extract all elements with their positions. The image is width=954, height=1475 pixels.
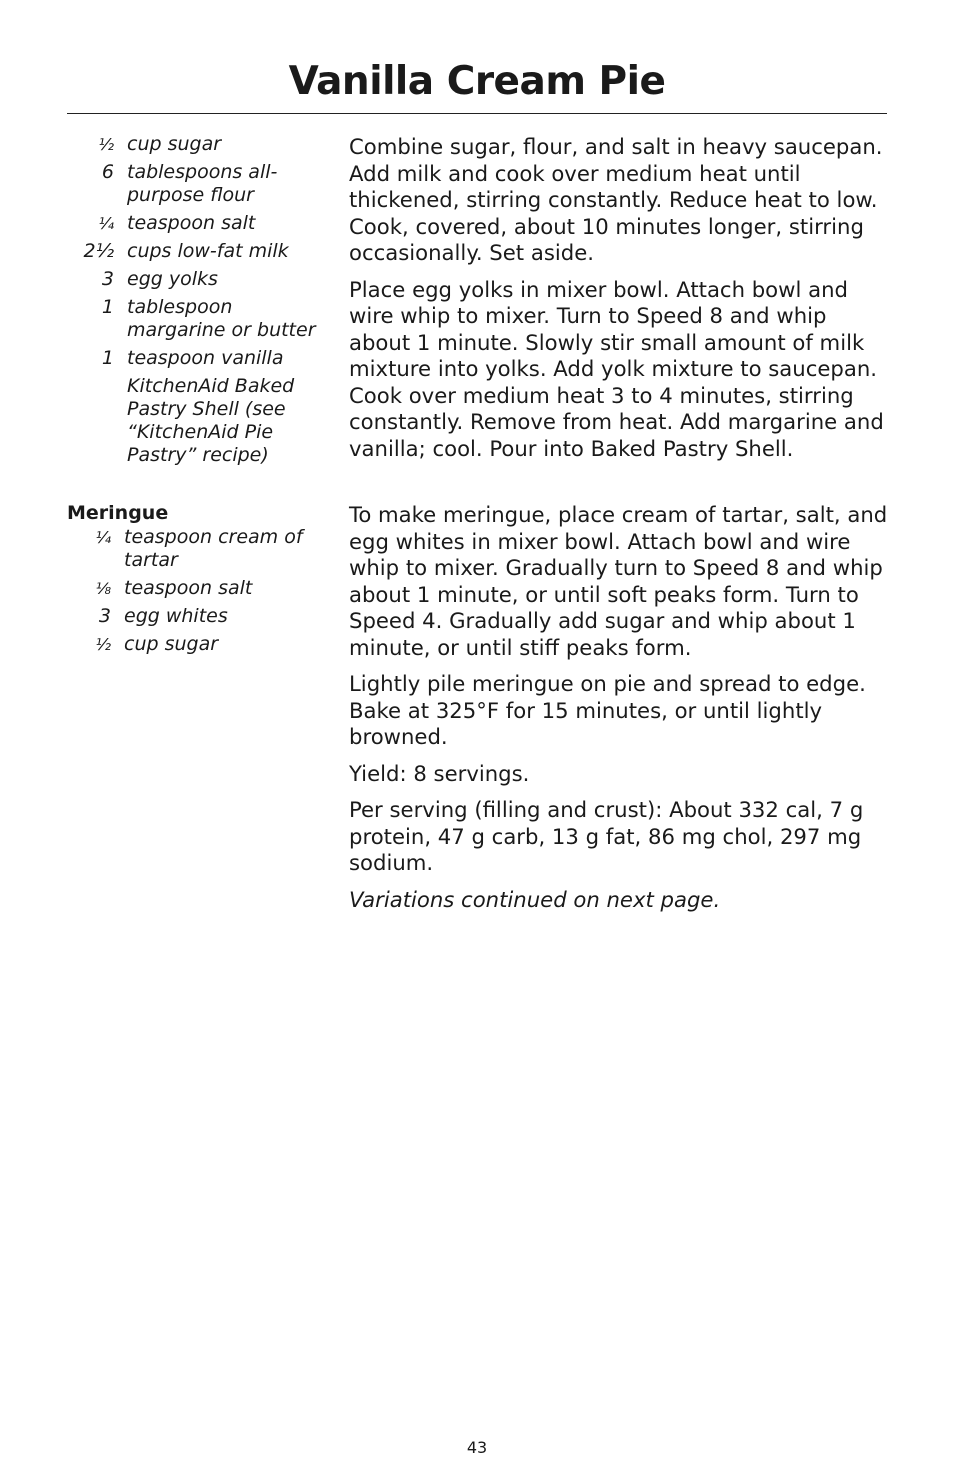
ingredient-amount: 3 [98, 605, 111, 627]
ingredient-item [67, 577, 337, 600]
ingredient-amount: 1 [101, 347, 114, 369]
ingredient-text: tablespoon margarine or butter [127, 296, 316, 341]
ingredient-amount: ¼ [95, 528, 111, 547]
direction-paragraph: Place egg yolks in mixer bowl. Attach bowl and wire whip to mixer. Turn to Speed 8 and whip about 1 minute. Slowly stir small amount of milk mixture into yolks. Add yolk mixture to saucepan. Cook over medium heat 3 to 4 minutes, stirring constantly. Remove from heat. Add margarine and vanilla; cool. Pour into Baked Pastry Shell. [349, 276, 884, 461]
ingredient-item [67, 161, 337, 207]
ingredient-amount: 3 [101, 268, 114, 290]
meringue-ingredient-list [67, 526, 337, 656]
meringue-directions [349, 502, 889, 923]
page-title: Vanilla Cream Pie [288, 59, 666, 104]
ingredient-text: teaspoon cream of tartar [124, 526, 303, 571]
ingredient-amount: 6 [101, 161, 114, 183]
ingredient-item [67, 268, 337, 291]
ingredient-item [67, 347, 337, 370]
ingredient-item [67, 526, 337, 572]
ingredient-text: teaspoon salt [127, 212, 256, 234]
ingredient-amount: 2½ [83, 240, 114, 262]
ingredient-text: egg whites [124, 605, 228, 627]
ingredient-item [67, 133, 337, 156]
ingredient-list [67, 133, 337, 467]
ingredient-item [67, 212, 337, 235]
title-divider [67, 113, 887, 114]
meringue-heading: Meringue [67, 502, 169, 524]
nutrition-text: Per serving (filling and crust): About 332 cal, 7 g protein, 47 g carb, 13 g fat, 86 mg chol, 297 mg sodium. [349, 797, 864, 875]
ingredient-text: tablespoons all-purpose flour [127, 161, 278, 206]
ingredient-amount: 1 [101, 296, 114, 318]
ingredient-text: teaspoon salt [124, 577, 253, 599]
ingredient-text: cup sugar [124, 633, 219, 655]
ingredient-text: cup sugar [127, 133, 222, 155]
ingredient-amount: ½ [95, 635, 111, 654]
ingredient-amount: ½ [98, 135, 114, 154]
ingredient-item [67, 633, 337, 656]
ingredient-amount: ⅛ [95, 579, 111, 598]
ingredient-text: KitchenAid Baked Pastry Shell (see “KitchenAid Pie Pastry” recipe) [127, 375, 295, 466]
page-number: 43 [466, 1438, 488, 1457]
yield-text: Yield: 8 servings. [349, 760, 530, 786]
filling-directions [349, 134, 889, 472]
direction-paragraph: To make meringue, place cream of tartar, salt, and egg whites in mixer bowl. Attach bowl and wire whip to mixer. Gradually turn to Speed 8 and whip about 1 minute, or until soft peaks form. Turn to Speed 4. Gradually add sugar and whip about 1 minute, or until stiff peaks form. [349, 502, 888, 660]
ingredient-text: egg yolks [127, 268, 218, 290]
ingredient-item [67, 375, 337, 467]
continued-note: Variations continued on next page. [349, 886, 721, 912]
ingredient-item [67, 296, 337, 342]
ingredient-item [67, 605, 337, 628]
direction-paragraph: Combine sugar, flour, and salt in heavy saucepan. Add milk and cook over medium heat until thickened, stirring constantly. Reduce heat to low. Cook, covered, about 10 minutes longer, stirring occasionally. Set aside. [349, 134, 883, 265]
ingredient-text: cups low-fat milk [127, 240, 289, 262]
ingredient-item [67, 240, 337, 263]
ingredient-text: teaspoon vanilla [127, 347, 284, 369]
direction-paragraph: Lightly pile meringue on pie and spread to edge. Bake at 325°F for 15 minutes, or until lightly browned. [349, 671, 866, 749]
ingredient-amount: ¼ [98, 214, 114, 233]
